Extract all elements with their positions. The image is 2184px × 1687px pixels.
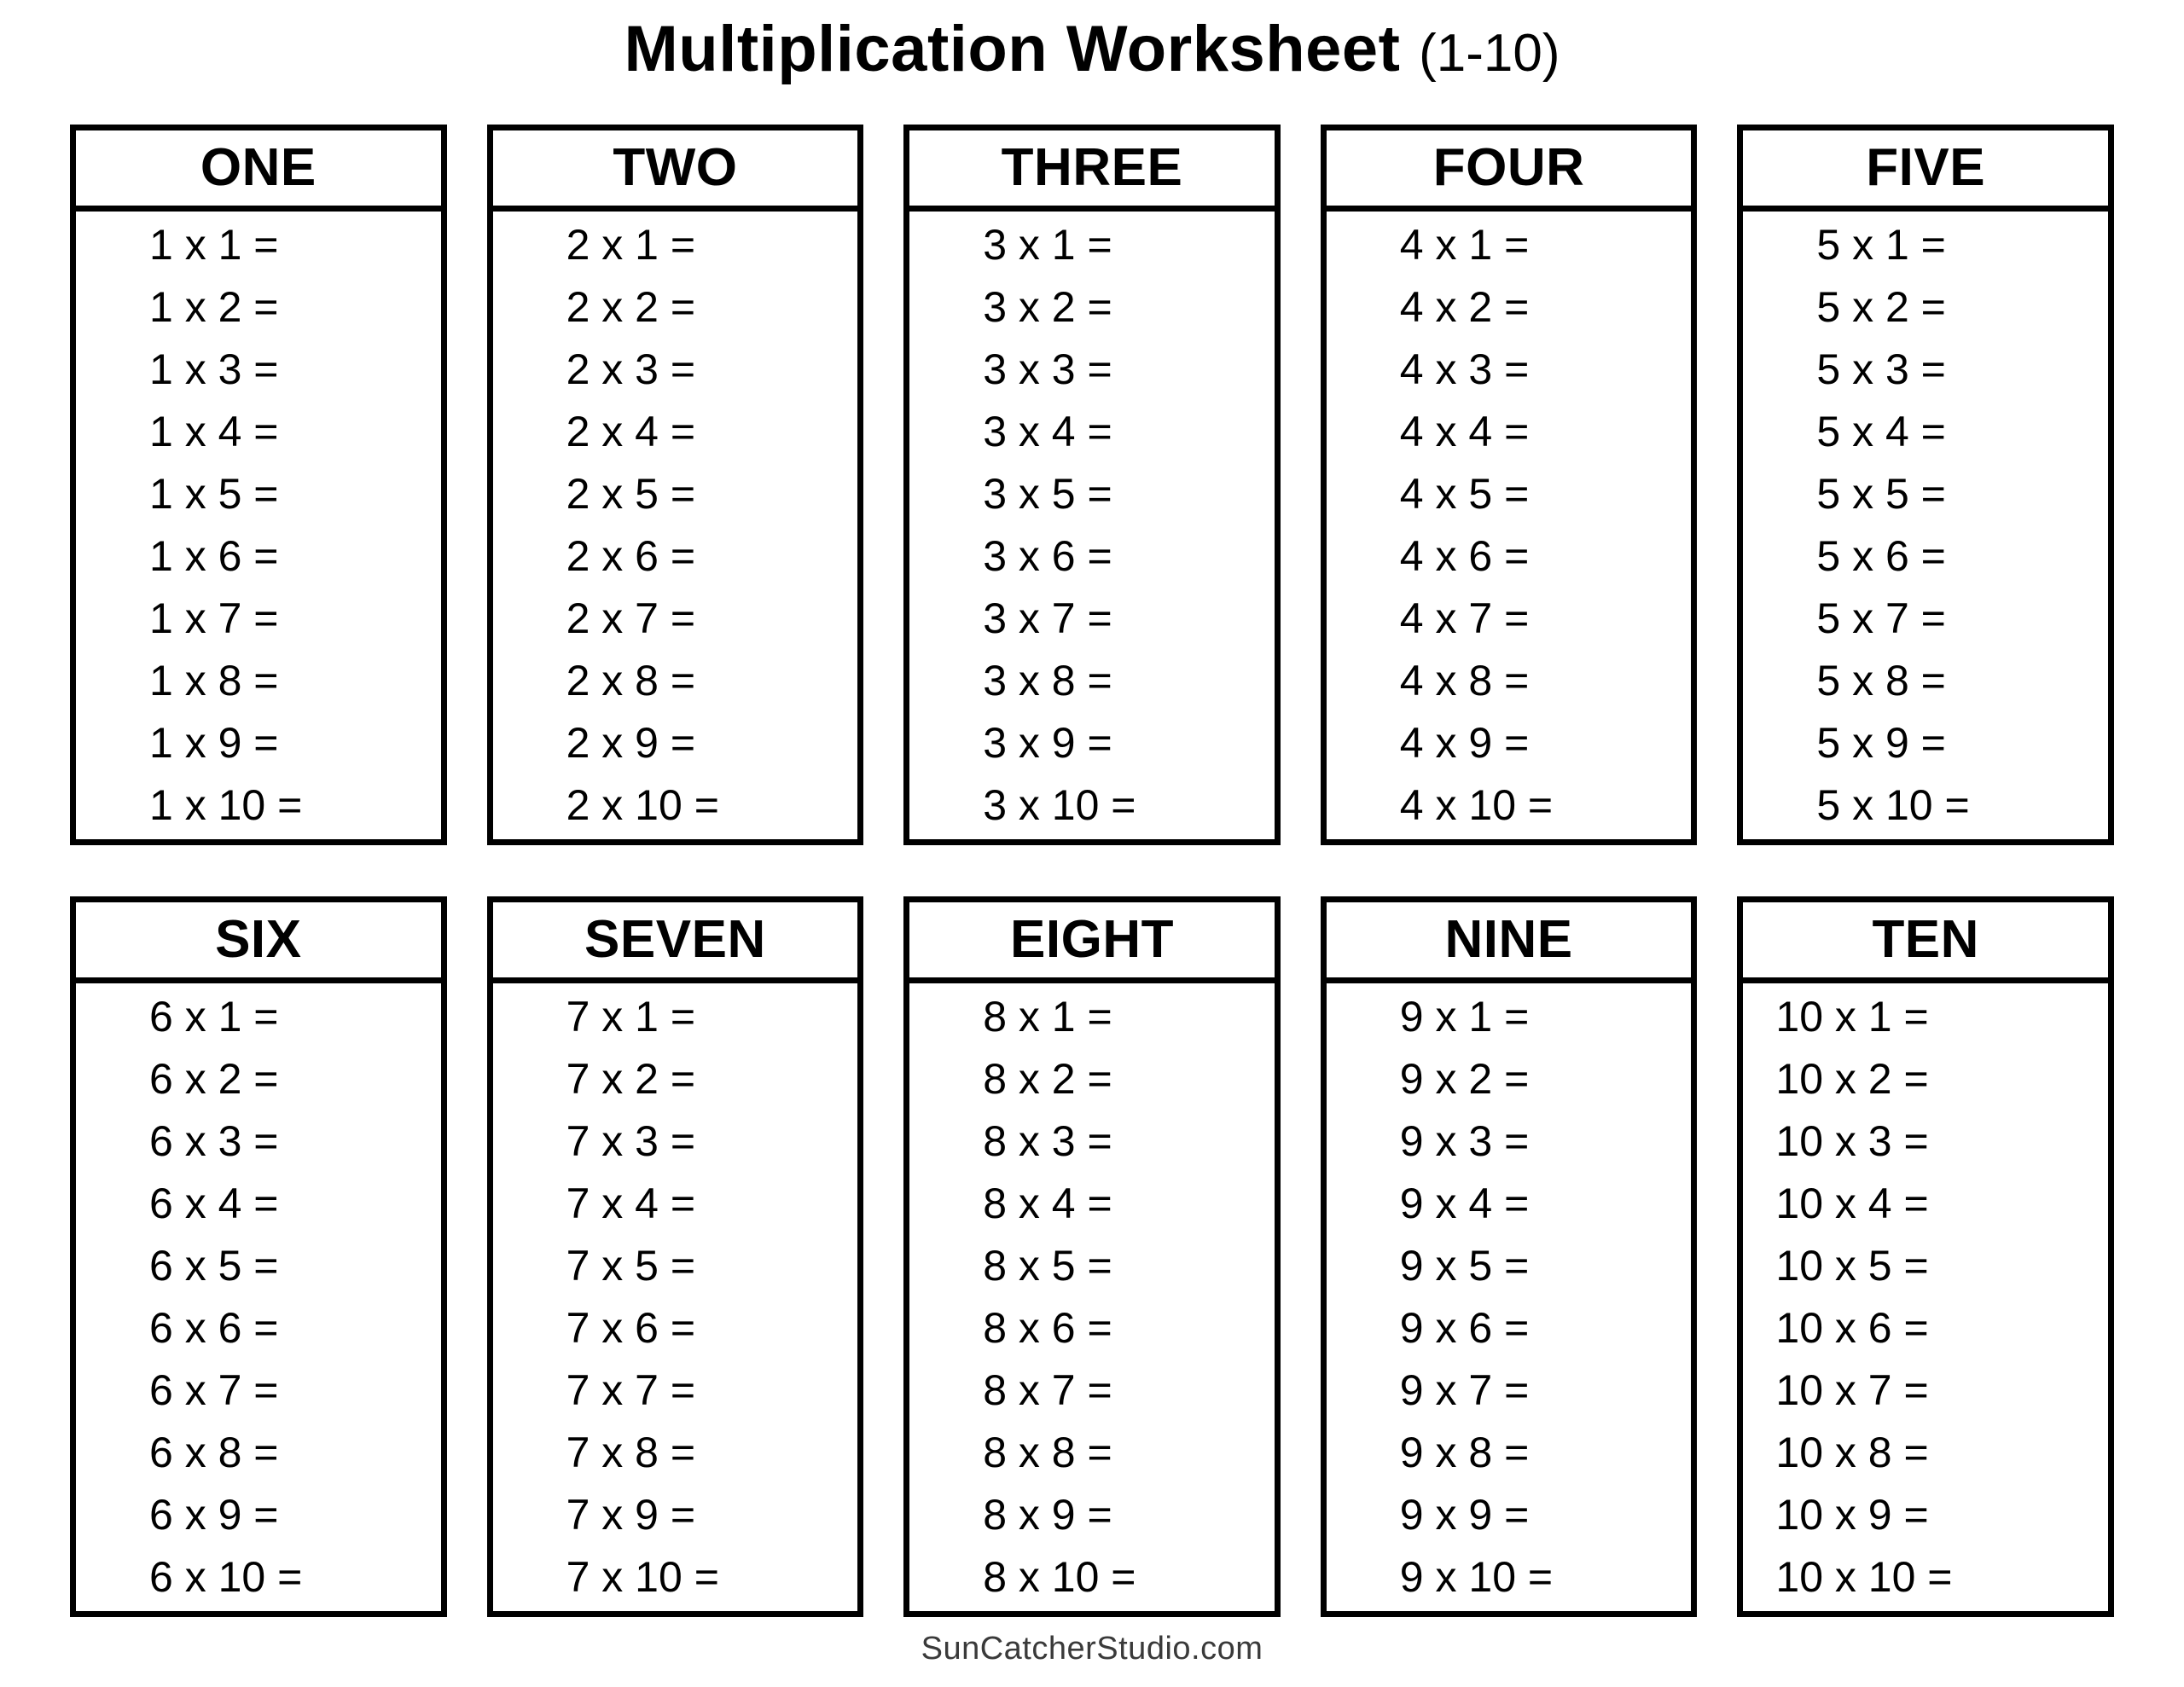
table-header: SEVEN bbox=[493, 902, 858, 983]
problem-row: 6 x 8 = bbox=[149, 1428, 279, 1476]
problem-row: 7 x 9 = bbox=[566, 1490, 696, 1539]
problem-row: 3 x 3 = bbox=[983, 345, 1112, 393]
problem-row: 9 x 7 = bbox=[1399, 1365, 1530, 1414]
problem-row: 10 x 4 = bbox=[1775, 1179, 1929, 1227]
table-header: FOUR bbox=[1327, 130, 1692, 212]
problem-row: 3 x 10 = bbox=[983, 780, 1136, 829]
table-body bbox=[909, 212, 1275, 839]
problem-row: 4 x 3 = bbox=[1399, 345, 1530, 393]
table-one bbox=[70, 125, 447, 845]
problem-row: 1 x 5 = bbox=[149, 469, 279, 518]
problem-row: 8 x 10 = bbox=[983, 1552, 1136, 1601]
problem-row: 7 x 7 = bbox=[566, 1365, 696, 1414]
problem-row: 5 x 6 = bbox=[1816, 531, 1946, 580]
table-nine bbox=[1321, 896, 1698, 1617]
problem-row: 5 x 5 = bbox=[1816, 469, 1946, 518]
table-header: THREE bbox=[909, 130, 1275, 212]
problem-row: 9 x 2 = bbox=[1399, 1054, 1530, 1103]
table-five bbox=[1737, 125, 2114, 845]
problem-row: 9 x 1 = bbox=[1399, 992, 1530, 1041]
problem-row: 8 x 5 = bbox=[983, 1241, 1112, 1290]
problem-row: 5 x 1 = bbox=[1816, 220, 1946, 269]
problem-row: 7 x 5 = bbox=[566, 1241, 696, 1290]
problem-row: 4 x 10 = bbox=[1399, 780, 1554, 829]
problem-row: 4 x 9 = bbox=[1399, 718, 1530, 767]
problem-row: 2 x 1 = bbox=[566, 220, 696, 269]
problem-row: 8 x 6 = bbox=[983, 1303, 1112, 1352]
problem-row: 3 x 2 = bbox=[983, 282, 1112, 331]
problem-row: 5 x 4 = bbox=[1816, 407, 1946, 455]
problem-row: 2 x 8 = bbox=[566, 656, 696, 704]
problem-row: 4 x 5 = bbox=[1399, 469, 1530, 518]
problem-row: 6 x 4 = bbox=[149, 1179, 279, 1227]
problem-row: 3 x 9 = bbox=[983, 718, 1112, 767]
problem-row: 7 x 4 = bbox=[566, 1179, 696, 1227]
problem-row: 8 x 4 = bbox=[983, 1179, 1112, 1227]
problem-row: 9 x 4 = bbox=[1399, 1179, 1530, 1227]
problem-row: 8 x 3 = bbox=[983, 1116, 1112, 1165]
problem-row: 1 x 2 = bbox=[149, 282, 279, 331]
problem-row: 10 x 3 = bbox=[1775, 1116, 1929, 1165]
problem-row: 9 x 6 = bbox=[1399, 1303, 1530, 1352]
problem-row: 6 x 6 = bbox=[149, 1303, 279, 1352]
table-header: TWO bbox=[493, 130, 858, 212]
problem-row: 7 x 2 = bbox=[566, 1054, 696, 1103]
table-body bbox=[1327, 983, 1692, 1611]
problem-row: 1 x 6 = bbox=[149, 531, 279, 580]
problem-row: 7 x 1 = bbox=[566, 992, 696, 1041]
problem-row: 4 x 4 = bbox=[1399, 407, 1530, 455]
problem-row: 6 x 2 = bbox=[149, 1054, 279, 1103]
problem-row: 2 x 2 = bbox=[566, 282, 696, 331]
table-body bbox=[1743, 212, 2108, 839]
problem-row: 7 x 6 = bbox=[566, 1303, 696, 1352]
table-three bbox=[903, 125, 1281, 845]
page-title-main: Multiplication Worksheet bbox=[624, 13, 1401, 85]
problem-row: 6 x 1 = bbox=[149, 992, 279, 1041]
problem-row: 5 x 2 = bbox=[1816, 282, 1946, 331]
table-header: SIX bbox=[76, 902, 441, 983]
table-header: NINE bbox=[1327, 902, 1692, 983]
problem-row: 9 x 8 = bbox=[1399, 1428, 1530, 1476]
problem-row: 4 x 8 = bbox=[1399, 656, 1530, 704]
problem-row: 2 x 5 = bbox=[566, 469, 696, 518]
problem-row: 2 x 9 = bbox=[566, 718, 696, 767]
problem-row: 6 x 5 = bbox=[149, 1241, 279, 1290]
problem-row: 7 x 3 = bbox=[566, 1116, 696, 1165]
table-six bbox=[70, 896, 447, 1617]
problem-row: 10 x 8 = bbox=[1775, 1428, 1929, 1476]
page-title-range: (1-10) bbox=[1419, 24, 1560, 83]
problem-row: 1 x 10 = bbox=[149, 780, 303, 829]
problem-row: 4 x 6 = bbox=[1399, 531, 1530, 580]
table-header: ONE bbox=[76, 130, 441, 212]
problem-row: 3 x 1 = bbox=[983, 220, 1112, 269]
problem-row: 5 x 10 = bbox=[1816, 780, 1970, 829]
problem-row: 1 x 4 = bbox=[149, 407, 279, 455]
table-ten bbox=[1737, 896, 2114, 1617]
table-two bbox=[487, 125, 864, 845]
table-body bbox=[1327, 212, 1692, 839]
problem-row: 5 x 3 = bbox=[1816, 345, 1946, 393]
problem-row: 1 x 9 = bbox=[149, 718, 279, 767]
problem-row: 4 x 7 = bbox=[1399, 594, 1530, 642]
problem-row: 8 x 2 = bbox=[983, 1054, 1112, 1103]
problem-row: 3 x 4 = bbox=[983, 407, 1112, 455]
table-four bbox=[1321, 125, 1698, 845]
table-seven bbox=[487, 896, 864, 1617]
problem-row: 2 x 7 = bbox=[566, 594, 696, 642]
problem-row: 6 x 7 = bbox=[149, 1365, 279, 1414]
page-title bbox=[0, 0, 2184, 85]
table-header: FIVE bbox=[1743, 130, 2108, 212]
problem-row: 4 x 2 = bbox=[1399, 282, 1530, 331]
table-body bbox=[76, 212, 441, 839]
problem-row: 2 x 6 = bbox=[566, 531, 696, 580]
problem-row: 5 x 7 = bbox=[1816, 594, 1946, 642]
problem-row: 10 x 5 = bbox=[1775, 1241, 1929, 1290]
problem-row: 9 x 10 = bbox=[1399, 1552, 1554, 1601]
problem-row: 1 x 1 = bbox=[149, 220, 279, 269]
problem-row: 7 x 8 = bbox=[566, 1428, 696, 1476]
problem-row: 3 x 8 = bbox=[983, 656, 1112, 704]
problem-row: 3 x 6 = bbox=[983, 531, 1112, 580]
table-body bbox=[909, 983, 1275, 1611]
problem-row: 1 x 3 = bbox=[149, 345, 279, 393]
table-body bbox=[493, 983, 858, 1611]
problem-row: 3 x 7 = bbox=[983, 594, 1112, 642]
problem-row: 1 x 7 = bbox=[149, 594, 279, 642]
problem-row: 2 x 10 = bbox=[566, 780, 719, 829]
table-header: EIGHT bbox=[909, 902, 1275, 983]
table-eight bbox=[903, 896, 1281, 1617]
problem-row: 6 x 10 = bbox=[149, 1552, 303, 1601]
footer-credit: SunCatcherStudio.com bbox=[921, 1630, 1263, 1667]
problem-row: 7 x 10 = bbox=[566, 1552, 719, 1601]
table-body bbox=[1743, 983, 2108, 1611]
tables-grid bbox=[70, 125, 2114, 1617]
problem-row: 9 x 3 = bbox=[1399, 1116, 1530, 1165]
problem-row: 5 x 8 = bbox=[1816, 656, 1946, 704]
problem-row: 1 x 8 = bbox=[149, 656, 279, 704]
problem-row: 10 x 1 = bbox=[1775, 992, 1929, 1041]
problem-row: 10 x 9 = bbox=[1775, 1490, 1929, 1539]
problem-row: 9 x 5 = bbox=[1399, 1241, 1530, 1290]
problem-row: 6 x 9 = bbox=[149, 1490, 279, 1539]
problem-row: 2 x 3 = bbox=[566, 345, 696, 393]
table-body bbox=[493, 212, 858, 839]
problem-row: 4 x 1 = bbox=[1399, 220, 1530, 269]
problem-row: 10 x 2 = bbox=[1775, 1054, 1929, 1103]
problem-row: 9 x 9 = bbox=[1399, 1490, 1530, 1539]
problem-row: 5 x 9 = bbox=[1816, 718, 1946, 767]
problem-row: 2 x 4 = bbox=[566, 407, 696, 455]
problem-row: 8 x 1 = bbox=[983, 992, 1112, 1041]
table-body bbox=[76, 983, 441, 1611]
problem-row: 8 x 7 = bbox=[983, 1365, 1112, 1414]
problem-row: 8 x 8 = bbox=[983, 1428, 1112, 1476]
problem-row: 3 x 5 = bbox=[983, 469, 1112, 518]
problem-row: 10 x 7 = bbox=[1775, 1365, 1929, 1414]
table-header: TEN bbox=[1743, 902, 2108, 983]
problem-row: 10 x 10 = bbox=[1775, 1552, 1953, 1601]
problem-row: 8 x 9 = bbox=[983, 1490, 1112, 1539]
problem-row: 6 x 3 = bbox=[149, 1116, 279, 1165]
problem-row: 10 x 6 = bbox=[1775, 1303, 1929, 1352]
